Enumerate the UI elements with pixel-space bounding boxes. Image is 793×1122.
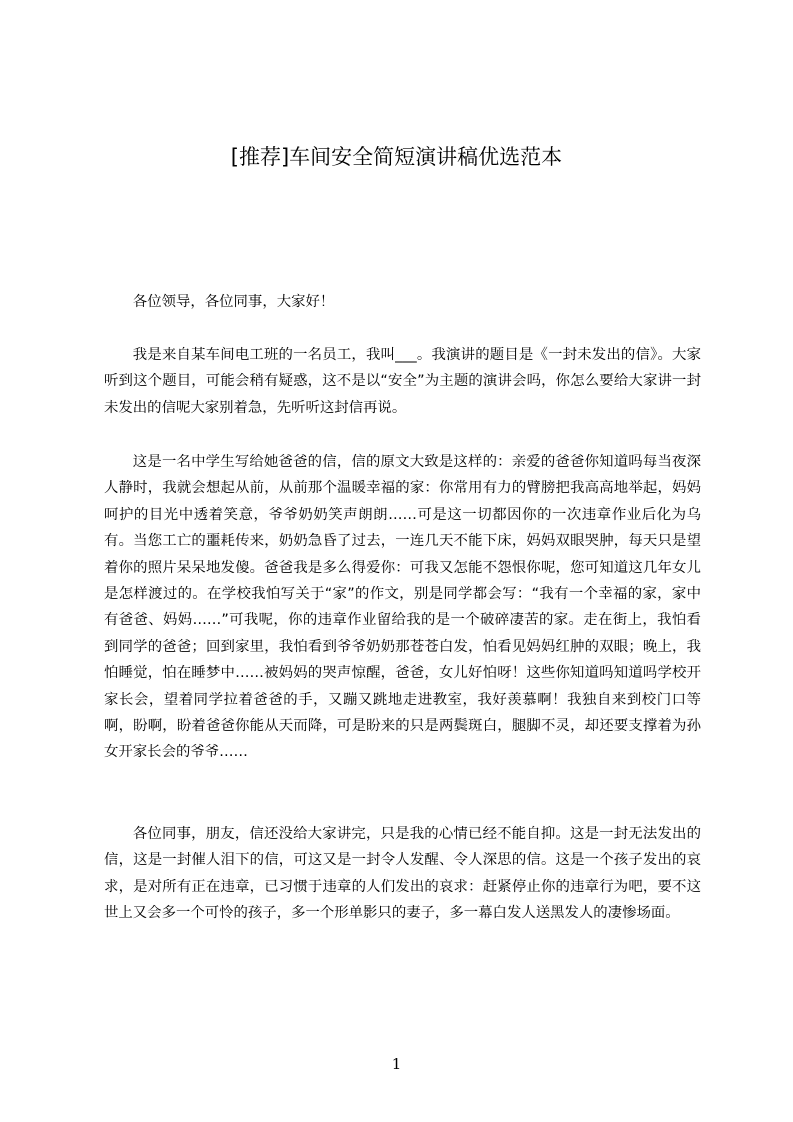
letter-paragraph: 这是一名中学生写给她爸爸的信，信的原文大致是这样的：亲爱的爸爸你知道吗每当夜深人静时，我就会想起从前，从前那个温暖幸福的家：你常用有力的臂膀把我高高地举起，妈妈呵护的目光中透着笑意，爷爷奶奶笑声朗朗……可是这一切都因你的一次违章作业后化为乌有。当您工亡的噩耗传来，奶奶急昏了过去，一连几天不能下床，妈妈双眼哭肿，每天只是望着你的照片呆呆地发傻。爸爸我是多么得爱你：可我又怎能不怨恨你呢，您可知道这几年女儿是怎样渡过的。在学校我怕写关于“家”的作文，别是同学都会写：“我有一个幸福的家，家中有爸爸、妈妈……”可我呢，你的违章作业留给我的是一个破碎凄苦的家。走在街上，我怕看到同学的爸爸；回到家里，我怕看到爷爷奶奶那苍苍白发，怕看见妈妈红肿的双眼；晚上，我怕睡觉，怕在睡梦中……被妈妈的哭声惊醒，爸爸，女儿好怕呀！这些你知道吗知道吗学校开家长会，望着同学拉着爸爸的手，又蹦又跳地走进教室，我好羡慕啊！我独自来到校门口等啊，盼啊，盼着爸爸你能从天而降，可是盼来的只是两鬓斑白，腿脚不灵，却还要支撑着为孙女开家长会的爷爷…… (104, 454, 701, 761)
closing-paragraph: 各位同事，朋友，信还没给大家讲完，只是我的心情已经不能自抑。这是一封无法发出的信，这是一封催人泪下的信，可这又是一封令人发醒、令人深思的信。这是一个孩子发出的哀求，是对所有正在违章，已习惯于违章的人们发出的哀求：赶紧停止你的违章行为吧，要不这世上又会多一个可怜的孩子，多一个形单影只的妻子，多一幕白发人送黑发人的凄惨场面。 (104, 826, 701, 922)
greeting-paragraph: 各位领导，各位同事，大家好！ (132, 294, 335, 310)
intro-paragraph: 我是来自某车间电工班的一名员工，我叫___。我演讲的题目是《一封未发出的信》。大家听到这个题目，可能会稍有疑惑，这不是以“安全”为主题的演讲会吗，你怎么要给大家讲一封未发出的信呢大家别着急，先听听这封信再说。 (104, 347, 701, 416)
page-number: 1 (391, 1055, 402, 1073)
document-title: [推荐]车间安全简短演讲稿优选范本 (230, 145, 563, 169)
